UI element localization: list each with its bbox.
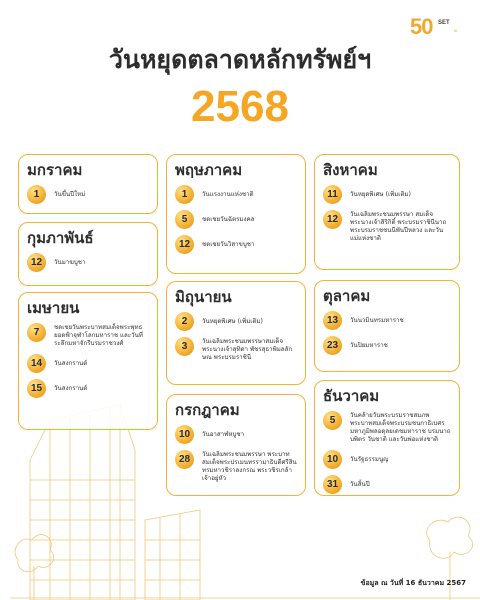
holiday-day: 14 [27,354,46,373]
holiday-name: วันมาฆบูชา [54,258,86,266]
month-card-february [18,222,158,286]
holiday-row [175,425,297,444]
month-title: มิถุนายน [175,288,232,306]
holiday-day: 15 [27,379,46,398]
month-card-may [166,154,306,274]
month-card-august [314,154,460,270]
data-as-of-note: ข้อมูล ณ วันที่ 16 ธันวาคม 2567 [360,579,466,587]
holiday-row [175,337,297,362]
holiday-name: วันอาสาฬหบูชา [202,430,245,438]
holiday-name: วันหยุดพิเศษ (เพิ่มเติม) [202,317,263,325]
holiday-day: 23 [323,336,342,355]
holiday-row [27,253,149,272]
holiday-day: 1 [175,185,194,204]
logo-superscript: th [454,28,458,33]
holiday-row [323,185,451,204]
holiday-row [27,323,149,348]
month-title: ธันวาคม [323,387,380,405]
holiday-row [323,311,451,330]
holiday-day: 13 [323,311,342,330]
month-title: ตุลาคม [323,287,371,305]
holiday-name: วันสงกรานต์ [54,384,88,392]
holiday-row [323,210,451,243]
month-title: กุมภาพันธ์ [27,229,94,247]
holiday-day: 28 [175,450,194,469]
holiday-row [175,185,297,204]
holiday-name: วันแรงงานแห่งชาติ [202,190,254,198]
page-year: 2568 [191,82,289,131]
holiday-row [323,450,451,469]
holiday-day: 12 [27,253,46,272]
holiday-row [323,336,451,355]
holiday-name: วันเฉลิมพระชนมพรรษา สมเด็จพระนางเจ้าสิริกิติ์ พระบรมราชินีนาถ พระบรมราชชนนีพันปีหลวง และวันแม่แห่งชาติ [350,211,447,242]
holiday-row [175,210,297,229]
set-50th-logo [410,16,466,38]
holiday-name: วันสิ้นปี [350,480,370,488]
holiday-day: 7 [27,323,46,342]
holiday-name: ชดเชยวันพระบาทสมเด็จพระพุทธยอดฟ้าจุฬาโลกมหาราช และวันที่ระลึกมหาจักรีบรมราชวงศ์ [54,324,143,347]
holiday-name: วันสงกรานต์ [54,359,88,367]
logo-number: 50 [410,14,433,39]
holiday-day: 31 [323,475,342,494]
month-card-april [18,292,158,430]
holiday-row [175,235,297,254]
holiday-row [323,411,451,444]
holiday-day: 11 [323,185,342,204]
holiday-row [27,354,149,373]
month-card-june [166,281,306,385]
holiday-name: วันปิยมหาราช [350,341,388,349]
holiday-day: 10 [175,425,194,444]
holiday-name: วันรัฐธรรมนูญ [350,455,389,463]
holiday-day: 5 [323,411,342,430]
holiday-row [27,379,149,398]
month-title: พฤษภาคม [175,161,243,179]
holiday-day: 2 [175,312,194,331]
holiday-name: ชดเชยวันวิสาขบูชา [202,240,255,248]
holiday-row [175,450,297,483]
holiday-name: ชดเชยวันฉัตรมงคล [202,215,255,223]
holiday-day: 12 [175,235,194,254]
month-card-december [314,380,460,496]
holiday-name: วันหยุดพิเศษ (เพิ่มเติม) [350,190,411,198]
holiday-day: 10 [323,450,342,469]
month-card-october [314,280,460,372]
holiday-row [323,475,451,494]
holiday-day: 3 [175,337,194,356]
month-card-january [18,154,158,214]
month-card-july [166,394,306,496]
holiday-day: 5 [175,210,194,229]
logo-text: SET [438,20,450,26]
holiday-day: 12 [323,210,342,229]
holiday-name: วันเฉลิมพระชนมพรรษาสมเด็จพระนางเจ้าสุทิดา พัชรสุธาพิมลลักษณ พระบรมราชินี [202,338,293,361]
month-title: เมษายน [27,299,80,317]
month-title: มกราคม [27,161,83,179]
month-title: กรกฎาคม [175,401,240,419]
holiday-name: วันเฉลิมพระชนมพรรษา พระบาทสมเด็จพระปรเมนทรรามาธิบดีศรีสินทรมหาวชิราลงกรณ พระวชิรเกล้าเจ้าอยู่หัว [202,451,297,482]
month-title: สิงหาคม [323,161,378,179]
holiday-name: วันขึ้นปีใหม่ [54,190,86,198]
page-title: วันหยุดตลาดหลักทรัพย์ฯ [108,45,372,74]
holiday-row [175,312,297,331]
holiday-name: วันนวมินทรมหาราช [350,316,404,324]
holiday-row [27,185,149,204]
holiday-day: 1 [27,185,46,204]
holiday-name: วันคล้ายวันพระบรมราชสมภพพระบาทสมเด็จพระบรมชนกาธิเบศร มหาภูมิพลอดุลยเดชมหาราช บรมนาถบพิตร วันชาติ และวันพ่อแห่งชาติ [350,412,451,443]
